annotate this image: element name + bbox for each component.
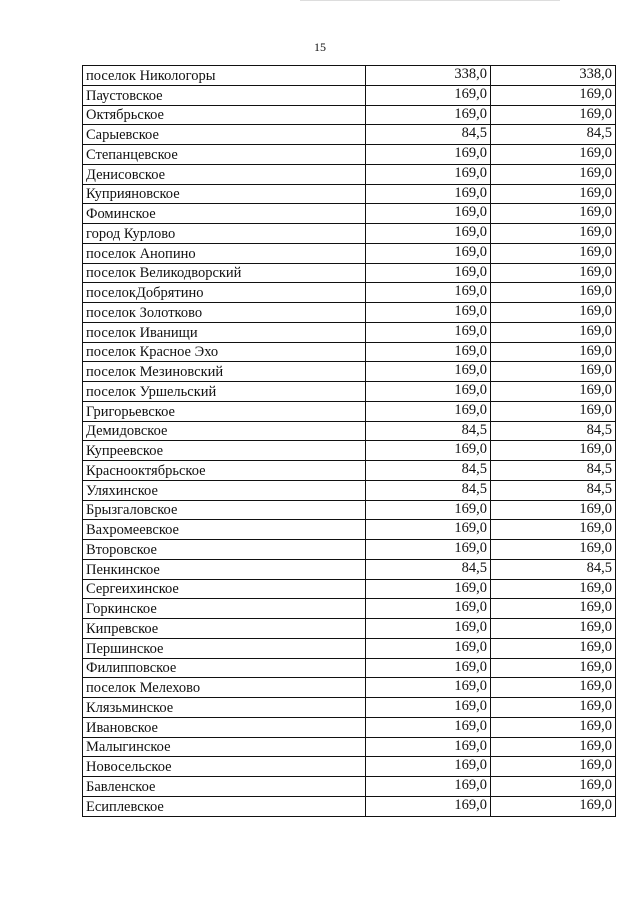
municipality-name-cell: Октябрьское — [83, 105, 366, 125]
table-row — [83, 441, 616, 461]
municipality-name-cell: поселок Никологоры — [83, 66, 366, 86]
table-row — [83, 461, 616, 481]
table-row — [83, 599, 616, 619]
value-cell-2: 169,0 — [491, 243, 616, 263]
table-row — [83, 145, 616, 165]
table-row — [83, 638, 616, 658]
value-cell-2: 169,0 — [491, 658, 616, 678]
municipality-name-cell: Куприяновское — [83, 184, 366, 204]
value-cell-1: 169,0 — [366, 796, 491, 816]
municipality-name-cell: Есиплевское — [83, 796, 366, 816]
value-cell-2: 169,0 — [491, 540, 616, 560]
value-cell-1: 169,0 — [366, 322, 491, 342]
municipality-name-cell: Новосельское — [83, 757, 366, 777]
value-cell-1: 84,5 — [366, 461, 491, 481]
table-row — [83, 362, 616, 382]
municipality-name-cell: Пенкинское — [83, 559, 366, 579]
table-row — [83, 757, 616, 777]
municipality-name-cell: поселок Иванищи — [83, 322, 366, 342]
value-cell-1: 169,0 — [366, 204, 491, 224]
table-row — [83, 342, 616, 362]
value-cell-2: 169,0 — [491, 698, 616, 718]
value-cell-2: 169,0 — [491, 164, 616, 184]
table-row — [83, 540, 616, 560]
page-number: 15 — [314, 40, 326, 54]
value-cell-1: 169,0 — [366, 698, 491, 718]
municipality-name-cell: поселок Уршельский — [83, 382, 366, 402]
municipality-name-cell: Паустовское — [83, 85, 366, 105]
table-row — [83, 421, 616, 441]
municipality-name-cell: Кипревское — [83, 619, 366, 639]
table-row — [83, 796, 616, 816]
municipality-name-cell: Филипповское — [83, 658, 366, 678]
value-cell-1: 169,0 — [366, 540, 491, 560]
value-cell-1: 169,0 — [366, 757, 491, 777]
value-cell-1: 169,0 — [366, 500, 491, 520]
table-row — [83, 678, 616, 698]
value-cell-2: 169,0 — [491, 184, 616, 204]
value-cell-2: 84,5 — [491, 480, 616, 500]
value-cell-2: 169,0 — [491, 401, 616, 421]
value-cell-1: 338,0 — [366, 66, 491, 86]
table-row — [83, 184, 616, 204]
municipality-name-cell: Степанцевское — [83, 145, 366, 165]
value-cell-1: 84,5 — [366, 480, 491, 500]
value-cell-2: 169,0 — [491, 717, 616, 737]
municipality-name-cell: поселок Анопино — [83, 243, 366, 263]
municipality-name-cell: Клязьминское — [83, 698, 366, 718]
table-row — [83, 401, 616, 421]
value-cell-2: 169,0 — [491, 204, 616, 224]
value-cell-1: 169,0 — [366, 145, 491, 165]
municipality-name-cell: поселок Великодворский — [83, 263, 366, 283]
allocation-table — [82, 65, 616, 817]
table-row — [83, 164, 616, 184]
municipality-name-cell: поселок Мезиновский — [83, 362, 366, 382]
value-cell-2: 169,0 — [491, 500, 616, 520]
value-cell-2: 169,0 — [491, 342, 616, 362]
municipality-name-cell: Краснооктябрьское — [83, 461, 366, 481]
municipality-name-cell: Купреевское — [83, 441, 366, 461]
value-cell-1: 169,0 — [366, 303, 491, 323]
value-cell-1: 169,0 — [366, 184, 491, 204]
value-cell-1: 169,0 — [366, 401, 491, 421]
municipality-name-cell: Вахромеевское — [83, 520, 366, 540]
scan-edge-mark — [300, 0, 560, 3]
municipality-name-cell: Малыгинское — [83, 737, 366, 757]
value-cell-2: 169,0 — [491, 283, 616, 303]
value-cell-2: 169,0 — [491, 579, 616, 599]
value-cell-2: 84,5 — [491, 421, 616, 441]
table-row — [83, 303, 616, 323]
value-cell-1: 169,0 — [366, 520, 491, 540]
value-cell-1: 169,0 — [366, 224, 491, 244]
table-body — [83, 66, 616, 817]
value-cell-1: 169,0 — [366, 658, 491, 678]
value-cell-1: 169,0 — [366, 243, 491, 263]
value-cell-1: 169,0 — [366, 263, 491, 283]
value-cell-2: 169,0 — [491, 777, 616, 797]
municipality-name-cell: Сергеихинское — [83, 579, 366, 599]
table-row — [83, 263, 616, 283]
value-cell-1: 169,0 — [366, 164, 491, 184]
value-cell-1: 169,0 — [366, 717, 491, 737]
value-cell-2: 169,0 — [491, 322, 616, 342]
value-cell-1: 169,0 — [366, 105, 491, 125]
value-cell-1: 169,0 — [366, 737, 491, 757]
value-cell-1: 84,5 — [366, 125, 491, 145]
municipality-name-cell: Уляхинское — [83, 480, 366, 500]
value-cell-2: 169,0 — [491, 619, 616, 639]
municipality-name-cell: поселокДобрятино — [83, 283, 366, 303]
municipality-name-cell: Горкинское — [83, 599, 366, 619]
value-cell-2: 169,0 — [491, 678, 616, 698]
value-cell-1: 169,0 — [366, 441, 491, 461]
table-row — [83, 224, 616, 244]
value-cell-2: 169,0 — [491, 382, 616, 402]
value-cell-2: 169,0 — [491, 737, 616, 757]
value-cell-2: 169,0 — [491, 303, 616, 323]
table-row — [83, 777, 616, 797]
value-cell-1: 169,0 — [366, 283, 491, 303]
value-cell-2: 169,0 — [491, 757, 616, 777]
table-row — [83, 125, 616, 145]
table-row — [83, 85, 616, 105]
table-row — [83, 559, 616, 579]
value-cell-1: 169,0 — [366, 599, 491, 619]
municipality-name-cell: Бавленское — [83, 777, 366, 797]
table-row — [83, 698, 616, 718]
table-row — [83, 480, 616, 500]
value-cell-1: 169,0 — [366, 382, 491, 402]
value-cell-1: 169,0 — [366, 777, 491, 797]
value-cell-2: 84,5 — [491, 461, 616, 481]
value-cell-2: 84,5 — [491, 125, 616, 145]
value-cell-1: 169,0 — [366, 619, 491, 639]
municipality-name-cell: город Курлово — [83, 224, 366, 244]
value-cell-2: 169,0 — [491, 224, 616, 244]
municipality-name-cell: Денисовское — [83, 164, 366, 184]
table-row — [83, 520, 616, 540]
value-cell-2: 169,0 — [491, 105, 616, 125]
value-cell-2: 169,0 — [491, 145, 616, 165]
municipality-name-cell: Першинское — [83, 638, 366, 658]
municipality-name-cell: поселок Золотково — [83, 303, 366, 323]
municipality-name-cell: Григорьевское — [83, 401, 366, 421]
value-cell-1: 169,0 — [366, 85, 491, 105]
table-row — [83, 66, 616, 86]
municipality-name-cell: Брызгаловское — [83, 500, 366, 520]
value-cell-2: 169,0 — [491, 362, 616, 382]
value-cell-1: 169,0 — [366, 678, 491, 698]
table-row — [83, 243, 616, 263]
value-cell-2: 169,0 — [491, 441, 616, 461]
municipality-name-cell: Второвское — [83, 540, 366, 560]
value-cell-2: 169,0 — [491, 796, 616, 816]
table-row — [83, 322, 616, 342]
value-cell-1: 84,5 — [366, 559, 491, 579]
municipality-name-cell: Ивановское — [83, 717, 366, 737]
value-cell-2: 84,5 — [491, 559, 616, 579]
value-cell-2: 169,0 — [491, 638, 616, 658]
municipality-name-cell: поселок Красное Эхо — [83, 342, 366, 362]
municipality-name-cell: Фоминское — [83, 204, 366, 224]
table-row — [83, 500, 616, 520]
table-row — [83, 619, 616, 639]
municipality-name-cell: поселок Мелехово — [83, 678, 366, 698]
municipality-name-cell: Демидовское — [83, 421, 366, 441]
table-row — [83, 737, 616, 757]
value-cell-2: 169,0 — [491, 520, 616, 540]
table-row — [83, 204, 616, 224]
value-cell-2: 169,0 — [491, 599, 616, 619]
value-cell-2: 338,0 — [491, 66, 616, 86]
table-row — [83, 658, 616, 678]
value-cell-2: 169,0 — [491, 263, 616, 283]
table-row — [83, 283, 616, 303]
municipality-name-cell: Сарыевское — [83, 125, 366, 145]
table-row — [83, 382, 616, 402]
table-row — [83, 717, 616, 737]
value-cell-1: 169,0 — [366, 342, 491, 362]
value-cell-1: 169,0 — [366, 579, 491, 599]
table-row — [83, 579, 616, 599]
value-cell-1: 84,5 — [366, 421, 491, 441]
value-cell-2: 169,0 — [491, 85, 616, 105]
value-cell-1: 169,0 — [366, 638, 491, 658]
value-cell-1: 169,0 — [366, 362, 491, 382]
table-row — [83, 105, 616, 125]
